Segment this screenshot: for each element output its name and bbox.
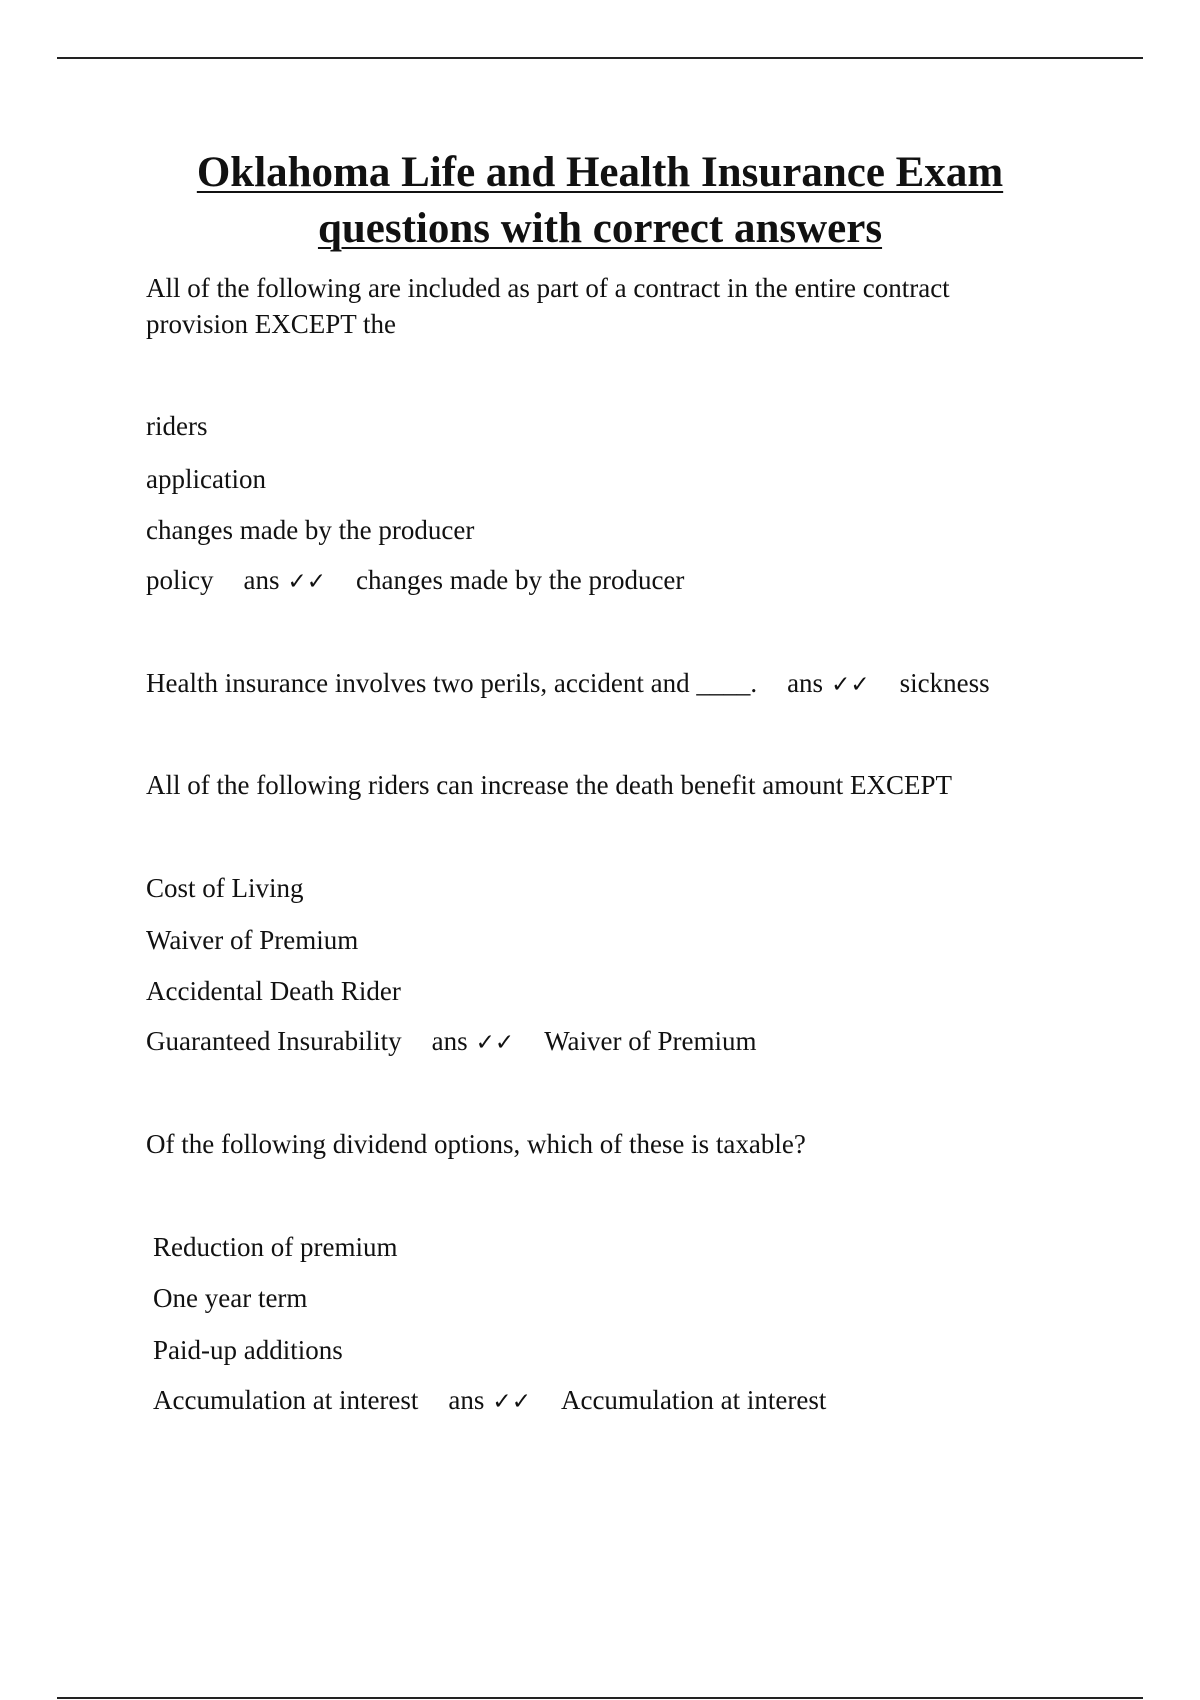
check-icon: ✓✓ — [475, 1030, 515, 1056]
question-3-answer: Waiver of Premium — [544, 1026, 757, 1056]
question-4-option-4: Accumulation at interest — [153, 1385, 419, 1415]
question-3-option-1: Cost of Living — [146, 873, 304, 903]
question-1-option-1: riders — [146, 411, 208, 441]
check-icon: ✓✓ — [492, 1389, 531, 1415]
check-icon: ✓✓ — [287, 569, 327, 595]
question-3-last-option-row — [146, 1023, 756, 1061]
question-3-option-3: Accidental Death Rider — [146, 976, 401, 1006]
answer-label: ans — [431, 1026, 468, 1056]
check-icon: ✓✓ — [831, 672, 870, 698]
question-3-option-2: Waiver of Premium — [146, 925, 359, 955]
question-4-last-option-row — [153, 1382, 826, 1420]
question-1-option-3: changes made by the producer — [146, 515, 475, 545]
question-1-text-line-1: All of the following are included as part of a contract in the entire contract — [146, 273, 950, 303]
document-title — [0, 145, 1200, 257]
top-rule — [57, 57, 1143, 59]
question-3-text: All of the following riders can increase the death benefit amount EXCEPT — [146, 770, 953, 800]
question-4-option-3: Paid-up additions — [153, 1335, 343, 1365]
bottom-rule — [57, 1697, 1143, 1699]
title-line-2: questions with correct answers — [317, 205, 883, 252]
answer-label: ans — [448, 1385, 485, 1415]
question-4-text: Of the following dividend options, which of these is taxable? — [146, 1129, 806, 1159]
question-1-last-option-row — [146, 562, 684, 600]
question-4-answer: Accumulation at interest — [560, 1385, 827, 1415]
question-1-answer: changes made by the producer — [356, 565, 685, 595]
question-2-answer: sickness — [899, 668, 990, 698]
question-2-text: Health insurance involves two perils, accident and ____. — [146, 668, 758, 698]
question-1-option-2: application — [146, 464, 266, 494]
question-4-option-2: One year term — [153, 1283, 308, 1313]
question-1-text-line-2: provision EXCEPT the — [146, 309, 397, 339]
answer-label: ans — [243, 565, 280, 595]
question-4-option-1: Reduction of premium — [153, 1232, 398, 1262]
title-line-1: Oklahoma Life and Health Insurance Exam — [196, 149, 1004, 196]
question-2-row — [146, 665, 990, 703]
answer-label: ans — [787, 668, 824, 698]
question-3-option-4: Guaranteed Insurability — [146, 1026, 402, 1056]
question-1-option-4: policy — [146, 565, 214, 595]
